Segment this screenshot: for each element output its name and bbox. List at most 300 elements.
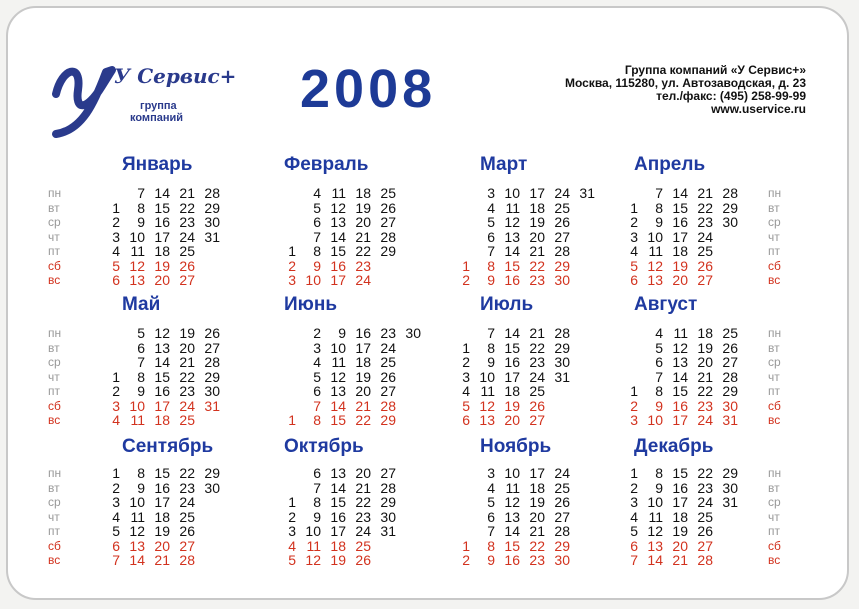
day-cell: 31: [722, 494, 738, 510]
day-cell: 12: [330, 199, 346, 216]
day-cell: 3: [112, 397, 120, 414]
day-cell: 26: [179, 257, 195, 274]
company-logo: [48, 52, 237, 142]
day-cell: 19: [355, 199, 371, 216]
day-cell: 22: [179, 199, 195, 216]
day-cell: 25: [697, 508, 713, 525]
day-cell: 28: [380, 228, 396, 245]
day-cell: 18: [355, 185, 371, 201]
day-cell: 24: [179, 397, 195, 414]
day-cell: 26: [554, 214, 570, 230]
day-cell: 13: [154, 339, 170, 356]
day-cell: 23: [355, 257, 371, 274]
day-cell: 1: [630, 383, 638, 399]
day-cell: 16: [154, 214, 170, 230]
day-cell: 5: [313, 368, 321, 385]
day-cell: 1: [630, 199, 638, 216]
day-cell: 18: [672, 243, 688, 259]
day-cell: 14: [330, 228, 346, 245]
day-cell: 4: [487, 479, 495, 496]
day-cell: 24: [355, 523, 371, 539]
day-cell: 23: [697, 479, 713, 496]
day-cell: 19: [179, 325, 195, 341]
day-cell: 25: [380, 185, 396, 201]
day-cell: 1: [288, 412, 296, 428]
day-cell: 27: [179, 272, 195, 288]
day-cell: 17: [154, 494, 170, 510]
day-cell: 14: [672, 368, 688, 385]
day-cell: 6: [655, 354, 663, 370]
day-cell: 29: [722, 465, 738, 481]
day-cell: 31: [579, 185, 595, 201]
weekday-label: вт: [768, 480, 780, 495]
weekday-label: пн: [48, 326, 62, 340]
day-cell: 1: [630, 465, 638, 481]
weekday-label: вт: [48, 480, 60, 495]
day-cell: 11: [130, 508, 145, 525]
day-cell: 11: [130, 243, 145, 259]
weekday-label: сб: [48, 258, 61, 273]
weekday-label: пн: [48, 186, 62, 200]
day-cell: 3: [487, 465, 495, 481]
day-cell: 10: [504, 465, 520, 481]
day-cell: 30: [722, 397, 738, 414]
day-cell: 10: [129, 397, 145, 414]
day-cell: 28: [722, 185, 738, 201]
day-cell: 14: [129, 552, 145, 568]
month-name: Июль: [480, 294, 534, 315]
day-cell: 5: [487, 494, 495, 510]
day-cell: 8: [487, 339, 495, 356]
day-cell: 18: [330, 537, 346, 554]
day-cell: 26: [380, 368, 396, 385]
weekday-label: ср: [768, 495, 781, 509]
day-cell: 8: [655, 199, 663, 216]
weekday-label: сб: [768, 538, 781, 553]
day-cell: 19: [672, 257, 688, 274]
logo-subtitle-2: компаний: [130, 112, 184, 124]
day-cell: 16: [672, 479, 688, 496]
day-cell: 22: [529, 537, 545, 554]
day-cell: 15: [330, 412, 346, 428]
day-cell: 21: [154, 552, 170, 568]
day-cell: 16: [672, 214, 688, 230]
day-cell: 16: [504, 552, 520, 568]
day-cell: 12: [672, 339, 688, 356]
day-cell: 6: [313, 465, 321, 481]
day-cell: 20: [154, 537, 170, 554]
weekday-label: вс: [48, 553, 61, 567]
day-cell: 11: [505, 199, 520, 216]
company-name: Группа компаний «У Сервис+»: [624, 63, 806, 77]
day-cell: 8: [313, 243, 321, 259]
day-cell: 24: [697, 228, 713, 245]
day-cell: 24: [697, 494, 713, 510]
day-cell: 29: [554, 257, 570, 274]
day-cell: 14: [504, 243, 520, 259]
day-cell: 21: [355, 397, 371, 414]
day-cell: 25: [179, 508, 195, 525]
day-cell: 9: [487, 272, 495, 288]
weekday-label: ср: [48, 215, 61, 229]
weekday-label: вс: [48, 273, 61, 287]
day-cell: 24: [529, 368, 545, 385]
day-cell: 21: [529, 523, 545, 539]
day-cell: 20: [672, 537, 688, 554]
month-name: Сентябрь: [122, 436, 214, 457]
day-cell: 26: [204, 325, 220, 341]
day-cell: 10: [479, 368, 495, 385]
day-cell: 18: [697, 325, 713, 341]
day-cell: 23: [380, 325, 396, 341]
day-cell: 29: [204, 199, 220, 216]
day-cell: 12: [647, 257, 663, 274]
day-cell: 7: [112, 552, 120, 568]
day-cell: 22: [355, 412, 371, 428]
day-cell: 15: [504, 339, 520, 356]
day-cell: 3: [313, 339, 321, 356]
day-cell: 10: [647, 228, 663, 245]
day-cell: 13: [129, 537, 145, 554]
day-cell: 13: [330, 383, 346, 399]
day-cell: 14: [647, 552, 663, 568]
day-cell: 2: [288, 257, 296, 274]
day-cell: 3: [288, 523, 296, 539]
day-cell: 25: [179, 243, 195, 259]
day-cell: 4: [112, 243, 120, 259]
day-cell: 2: [462, 552, 470, 568]
day-cell: 20: [529, 508, 545, 525]
company-address: Москва, 115280, ул. Автозаводская, д. 23: [564, 76, 806, 90]
day-cell: 17: [330, 272, 346, 288]
day-cell: 5: [137, 325, 145, 341]
day-cell: 17: [355, 339, 371, 356]
day-cell: 11: [130, 412, 145, 428]
day-cell: 20: [154, 272, 170, 288]
day-cell: 30: [204, 383, 220, 399]
day-cell: 28: [380, 397, 396, 414]
day-cell: 25: [554, 199, 570, 216]
day-cell: 2: [462, 272, 470, 288]
day-cell: 2: [630, 397, 638, 414]
weekday-label: чт: [768, 369, 780, 384]
day-cell: 20: [529, 228, 545, 245]
day-cell: 28: [554, 325, 570, 341]
day-cell: 21: [355, 479, 371, 496]
day-cell: 10: [305, 272, 321, 288]
day-cell: 31: [554, 368, 570, 385]
day-cell: 6: [313, 383, 321, 399]
day-cell: 7: [137, 185, 145, 201]
day-cell: 17: [154, 397, 170, 414]
weekday-label: вт: [48, 340, 60, 355]
day-cell: 23: [529, 552, 545, 568]
day-cell: 30: [722, 214, 738, 230]
month-name: Декабрь: [634, 436, 714, 457]
day-cell: 17: [504, 368, 520, 385]
day-cell: 28: [722, 368, 738, 385]
day-cell: 18: [154, 243, 170, 259]
day-cell: 7: [487, 523, 495, 539]
day-cell: 9: [655, 397, 663, 414]
day-cell: 7: [313, 228, 321, 245]
day-cell: 5: [630, 257, 638, 274]
day-cell: 27: [380, 465, 396, 481]
day-cell: 26: [179, 523, 195, 539]
day-cell: 6: [313, 214, 321, 230]
weekday-label: сб: [768, 258, 781, 273]
day-cell: 18: [504, 383, 520, 399]
weekday-label: пт: [768, 244, 780, 258]
day-cell: 12: [129, 257, 145, 274]
weekday-label: чт: [48, 509, 60, 524]
day-cell: 15: [672, 465, 688, 481]
day-cell: 13: [647, 537, 663, 554]
day-cell: 21: [672, 552, 688, 568]
day-cell: 11: [505, 479, 520, 496]
weekday-label: сб: [48, 398, 61, 413]
day-cell: 28: [697, 552, 713, 568]
month-name: Октябрь: [284, 436, 364, 457]
weekday-label: чт: [768, 229, 780, 244]
weekday-label: чт: [768, 509, 780, 524]
day-cell: 2: [112, 479, 120, 496]
day-cell: 13: [672, 354, 688, 370]
month-name: Август: [634, 294, 698, 315]
weekday-label: пн: [768, 466, 782, 480]
day-cell: 14: [672, 185, 688, 201]
day-cell: 5: [112, 523, 120, 539]
day-cell: 25: [380, 354, 396, 370]
day-cell: 5: [630, 523, 638, 539]
day-cell: 16: [330, 257, 346, 274]
day-cell: 16: [672, 397, 688, 414]
day-cell: 12: [647, 523, 663, 539]
day-cell: 17: [672, 412, 688, 428]
day-cell: 2: [288, 508, 296, 525]
day-cell: 23: [529, 272, 545, 288]
day-cell: 21: [697, 185, 713, 201]
day-cell: 19: [672, 523, 688, 539]
day-cell: 16: [154, 479, 170, 496]
day-cell: 16: [355, 325, 371, 341]
day-cell: 3: [112, 228, 120, 245]
weekday-label: сб: [48, 538, 61, 553]
day-cell: 7: [630, 552, 638, 568]
day-cell: 8: [313, 494, 321, 510]
weekday-label: пт: [48, 524, 60, 538]
day-cell: 24: [355, 272, 371, 288]
day-cell: 12: [504, 494, 520, 510]
day-cell: 21: [697, 368, 713, 385]
day-cell: 24: [554, 465, 570, 481]
day-cell: 11: [306, 537, 321, 554]
day-cell: 3: [630, 228, 638, 245]
day-cell: 1: [112, 199, 120, 216]
day-cell: 29: [204, 465, 220, 481]
day-cell: 25: [355, 537, 371, 554]
month-name: Ноябрь: [480, 436, 552, 457]
day-cell: 12: [479, 397, 495, 414]
day-cell: 1: [462, 339, 470, 356]
day-cell: 2: [112, 214, 120, 230]
day-cell: 24: [179, 494, 195, 510]
weekday-label: вс: [768, 273, 781, 287]
day-cell: 31: [380, 523, 396, 539]
day-cell: 13: [504, 508, 520, 525]
month-name: Февраль: [284, 154, 369, 175]
day-cell: 6: [630, 537, 638, 554]
day-cell: 28: [204, 354, 220, 370]
day-cell: 11: [648, 243, 663, 259]
day-cell: 1: [112, 465, 120, 481]
day-cell: 27: [529, 412, 545, 428]
day-cell: 21: [355, 228, 371, 245]
day-cell: 29: [722, 199, 738, 216]
day-cell: 22: [179, 465, 195, 481]
day-cell: 13: [330, 465, 346, 481]
day-cell: 9: [338, 325, 346, 341]
day-cell: 7: [137, 354, 145, 370]
day-cell: 1: [112, 368, 120, 385]
day-cell: 10: [330, 339, 346, 356]
day-cell: 10: [647, 412, 663, 428]
day-cell: 30: [380, 508, 396, 525]
day-cell: 6: [112, 537, 120, 554]
weekday-label: вс: [768, 553, 781, 567]
day-cell: 4: [487, 199, 495, 216]
day-cell: 28: [380, 479, 396, 496]
day-cell: 15: [504, 537, 520, 554]
day-cell: 10: [129, 494, 145, 510]
day-cell: 17: [529, 465, 545, 481]
day-cell: 1: [288, 494, 296, 510]
day-cell: 30: [405, 325, 421, 341]
day-cell: 20: [697, 354, 713, 370]
day-cell: 8: [137, 368, 145, 385]
day-cell: 15: [504, 257, 520, 274]
day-cell: 20: [355, 383, 371, 399]
day-cell: 6: [487, 228, 495, 245]
day-cell: 26: [554, 494, 570, 510]
day-cell: 9: [487, 552, 495, 568]
company-info: [548, 64, 806, 116]
day-cell: 26: [529, 397, 545, 414]
day-cell: 25: [529, 383, 545, 399]
day-cell: 15: [154, 199, 170, 216]
weekday-label: пт: [768, 524, 780, 538]
day-cell: 5: [462, 397, 470, 414]
day-cell: 7: [655, 185, 663, 201]
weekday-label: ср: [48, 495, 61, 509]
day-cell: 9: [137, 214, 145, 230]
day-cell: 6: [137, 339, 145, 356]
day-cell: 3: [487, 185, 495, 201]
day-cell: 29: [380, 412, 396, 428]
day-cell: 10: [504, 185, 520, 201]
day-cell: 8: [487, 257, 495, 274]
day-cell: 29: [722, 383, 738, 399]
day-cell: 30: [722, 479, 738, 496]
day-cell: 1: [462, 537, 470, 554]
day-cell: 24: [554, 185, 570, 201]
weekday-label: пн: [768, 326, 782, 340]
day-cell: 19: [154, 523, 170, 539]
month-name: Апрель: [634, 154, 706, 175]
day-cell: 21: [529, 325, 545, 341]
day-cell: 20: [179, 339, 195, 356]
day-cell: 23: [529, 354, 545, 370]
day-cell: 24: [697, 412, 713, 428]
day-cell: 6: [630, 272, 638, 288]
day-cell: 8: [487, 537, 495, 554]
day-cell: 3: [112, 494, 120, 510]
day-cell: 15: [672, 199, 688, 216]
day-cell: 8: [137, 465, 145, 481]
day-cell: 16: [504, 272, 520, 288]
day-cell: 27: [380, 214, 396, 230]
day-cell: 12: [154, 325, 170, 341]
day-cell: 5: [655, 339, 663, 356]
day-cell: 26: [697, 257, 713, 274]
day-cell: 26: [380, 199, 396, 216]
day-cell: 19: [529, 494, 545, 510]
weekday-label: пт: [48, 244, 60, 258]
day-cell: 22: [697, 465, 713, 481]
day-cell: 29: [380, 494, 396, 510]
day-cell: 11: [331, 185, 346, 201]
day-cell: 26: [722, 339, 738, 356]
day-cell: 11: [331, 354, 346, 370]
day-cell: 23: [179, 479, 195, 496]
day-cell: 15: [672, 383, 688, 399]
day-cell: 14: [504, 325, 520, 341]
day-cell: 9: [655, 214, 663, 230]
day-cell: 22: [529, 257, 545, 274]
day-cell: 10: [129, 228, 145, 245]
day-cell: 4: [288, 537, 296, 554]
day-cell: 14: [154, 354, 170, 370]
day-cell: 20: [504, 412, 520, 428]
month-name: Май: [122, 294, 161, 315]
day-cell: 2: [462, 354, 470, 370]
day-cell: 10: [305, 523, 321, 539]
day-cell: 22: [355, 243, 371, 259]
month-name: Январь: [122, 154, 193, 175]
day-cell: 15: [330, 494, 346, 510]
day-cell: 27: [697, 272, 713, 288]
day-cell: 2: [630, 214, 638, 230]
day-cell: 7: [313, 397, 321, 414]
day-cell: 9: [313, 257, 321, 274]
logo-subtitle-1: группа: [140, 100, 177, 112]
day-cell: 9: [313, 508, 321, 525]
weekday-label: ср: [768, 215, 781, 229]
day-cell: 27: [554, 228, 570, 245]
day-cell: 25: [554, 479, 570, 496]
day-cell: 22: [697, 199, 713, 216]
day-cell: 2: [630, 479, 638, 496]
day-cell: 7: [655, 368, 663, 385]
day-cell: 30: [554, 552, 570, 568]
day-cell: 28: [179, 552, 195, 568]
day-cell: 12: [504, 214, 520, 230]
day-cell: 6: [112, 272, 120, 288]
day-cell: 14: [330, 397, 346, 414]
day-cell: 7: [487, 325, 495, 341]
day-cell: 3: [288, 272, 296, 288]
day-cell: 19: [154, 257, 170, 274]
